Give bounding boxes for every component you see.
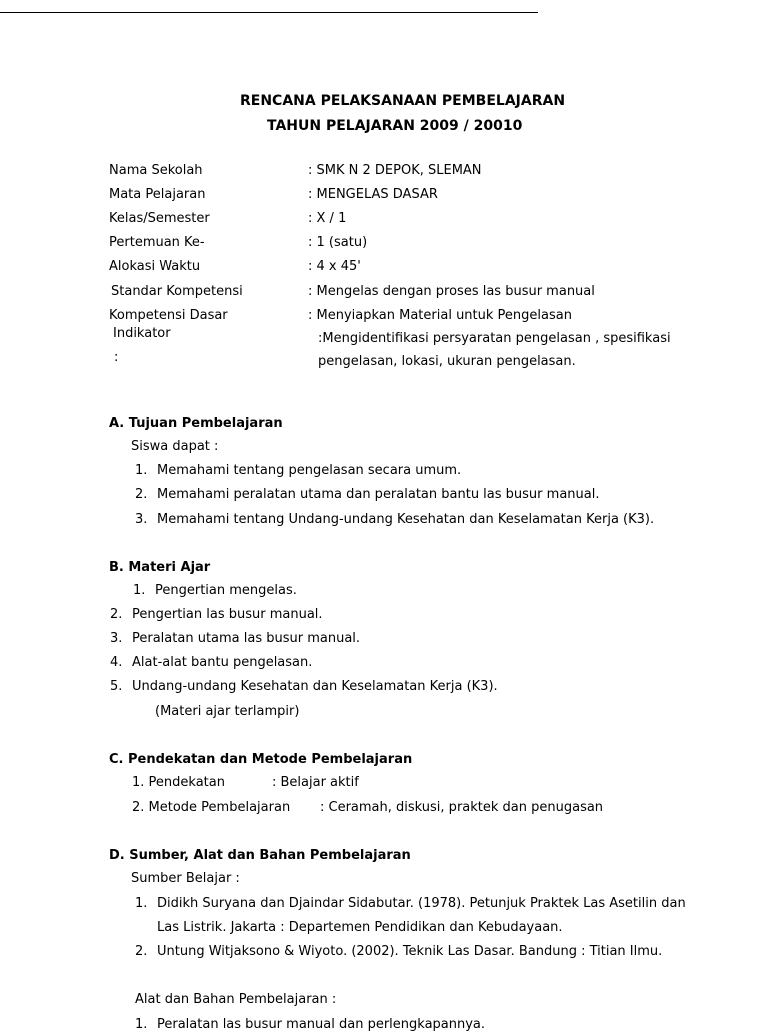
document-subtitle: TAHUN PELAJARAN 2009 / 20010 — [267, 118, 523, 134]
section-c-heading: C. Pendekatan dan Metode Pembelajaran — [109, 752, 413, 767]
field-label-kelas-semester: Kelas/Semester — [109, 211, 210, 226]
section-b-item: Pengertian las busur manual. — [132, 607, 323, 622]
section-c-item-label: 2. Metode Pembelajaran — [132, 800, 291, 815]
field-value-nama-sekolah: : SMK N 2 DEPOK, SLEMAN — [308, 163, 482, 178]
section-a-item-number: 2. — [135, 487, 148, 502]
section-b-item: Peralatan utama las busur manual. — [132, 631, 361, 646]
section-a-heading: A. Tujuan Pembelajaran — [109, 416, 283, 431]
field-label-mata-pelajaran: Mata Pelajaran — [109, 187, 206, 202]
field-value-alokasi-waktu: : 4 x 45' — [308, 259, 361, 274]
section-d-alat-item: Peralatan las busur manual dan perlengkapannya. — [157, 1017, 486, 1032]
section-b-item: Undang-undang Kesehatan dan Keselamatan Kerja (K3). — [132, 679, 498, 694]
section-b-item-number: 3. — [110, 631, 123, 646]
field-label-alokasi-waktu: Alokasi Waktu — [109, 259, 201, 274]
field-label-kompetensi-dasar: Kompetensi Dasar — [109, 308, 228, 323]
section-a-intro: Siswa dapat : — [131, 439, 219, 454]
section-d-item-number: 2. — [135, 944, 148, 959]
section-b-note: (Materi ajar terlampir) — [155, 704, 300, 719]
section-b-item-number: 4. — [110, 655, 123, 670]
section-b-item: Alat-alat bantu pengelasan. — [132, 655, 313, 670]
section-a-item: Memahami tentang pengelasan secara umum. — [157, 463, 462, 478]
section-d-heading: D. Sumber, Alat dan Bahan Pembelajaran — [109, 848, 411, 863]
section-a-item-number: 1. — [135, 463, 148, 478]
section-c-item-value: : Belajar aktif — [272, 775, 359, 790]
section-d-alat-label: Alat dan Bahan Pembelajaran : — [135, 992, 337, 1007]
section-a-item: Memahami peralatan utama dan peralatan bantu las busur manual. — [157, 487, 600, 502]
section-d-item-number: 1. — [135, 896, 148, 911]
document-title: RENCANA PELAKSANAAN PEMBELAJARAN — [240, 93, 566, 109]
section-c-item-label: 1. Pendekatan — [132, 775, 225, 790]
section-b-item: Pengertian mengelas. — [155, 583, 297, 598]
field-value-mata-pelajaran: : MENGELAS DASAR — [308, 187, 438, 202]
section-b-heading: B. Materi Ajar — [109, 560, 211, 575]
field-value-indikator-line2: pengelasan, lokasi, ukuran pengelasan. — [318, 354, 576, 369]
field-label-indikator: Indikator — [113, 326, 171, 341]
section-b-item-number: 2. — [110, 607, 123, 622]
section-c-item-value: : Ceramah, diskusi, praktek dan penugasan — [320, 800, 604, 815]
section-b-item-number: 5. — [110, 679, 123, 694]
field-value-kelas-semester: : X / 1 — [308, 211, 347, 226]
section-d-sumber-label: Sumber Belajar : — [131, 871, 240, 886]
section-a-item: Memahami tentang Undang-undang Kesehatan dan Keselamatan Kerja (K3). — [157, 512, 655, 527]
section-d-alat-item-number: 1. — [135, 1017, 148, 1032]
section-b-item-number: 1. — [133, 583, 146, 598]
section-a-item-number: 3. — [135, 512, 148, 527]
top-rule — [0, 12, 538, 13]
field-value-indikator-line1: :Mengidentifikasi persyaratan pengelasan , spesifikasi — [318, 331, 671, 346]
field-value-kompetensi-dasar: : Menyiapkan Material untuk Pengelasan — [308, 308, 572, 323]
section-d-item-continuation: Las Listrik. Jakarta : Departemen Pendidikan dan Kebudayaan. — [157, 920, 563, 935]
field-value-standar-kompetensi: : Mengelas dengan proses las busur manual — [308, 284, 595, 299]
indikator-colon: : — [114, 350, 119, 365]
field-label-nama-sekolah: Nama Sekolah — [109, 163, 203, 178]
section-d-item: Untung Witjaksono & Wiyoto. (2002). Teknik Las Dasar. Bandung : Titian Ilmu. — [157, 944, 663, 959]
field-label-standar-kompetensi: Standar Kompetensi — [111, 284, 243, 299]
field-label-pertemuan: Pertemuan Ke- — [109, 235, 205, 250]
section-d-item: Didikh Suryana dan Djaindar Sidabutar. (1978). Petunjuk Praktek Las Asetilin dan — [157, 896, 686, 911]
field-value-pertemuan: : 1 (satu) — [308, 235, 368, 250]
